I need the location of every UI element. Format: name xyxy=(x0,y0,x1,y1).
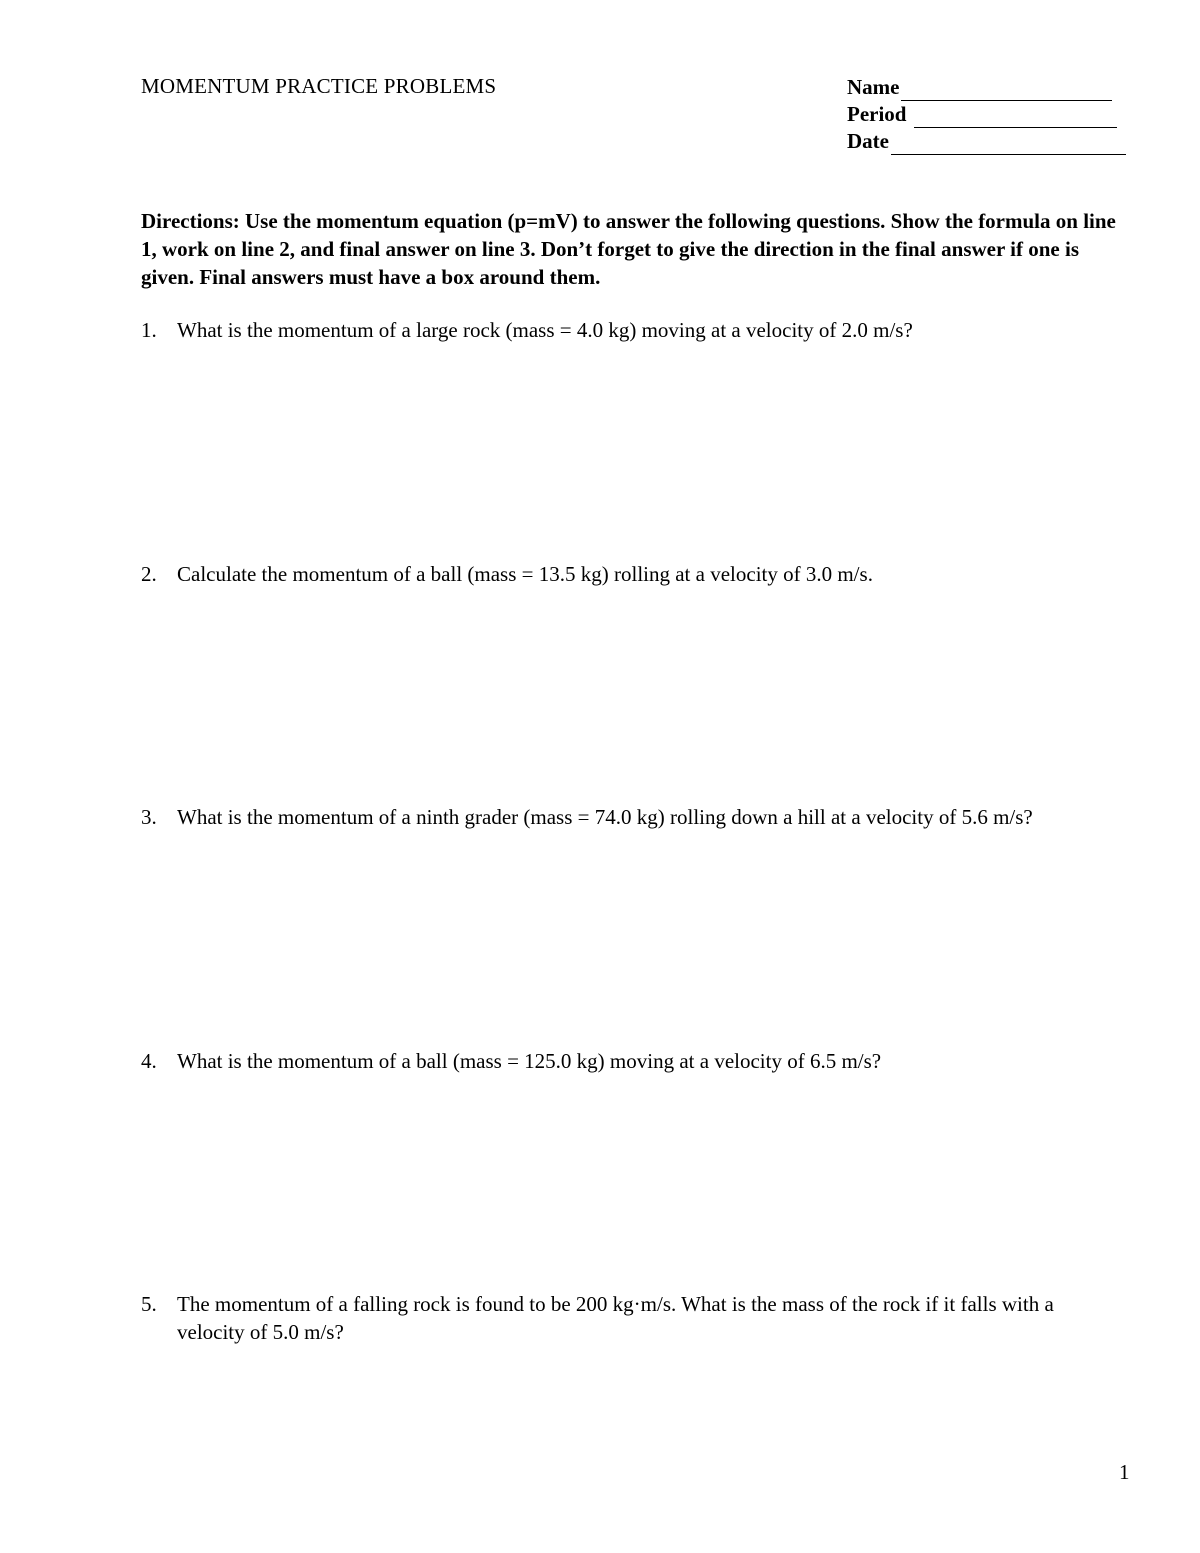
question-number: 5. xyxy=(141,1292,157,1316)
question-text: What is the momentum of a large rock (mass = 4.0 kg) moving at a velocity of 2.0 m/s? xyxy=(177,318,913,342)
directions-paragraph: Directions: Use the momentum equation (p=mV) to answer the following questions. Show the formula on line 1, work on line 2, and final answer on line 3. Don’t forget to give the direction in the final answer if one is given. Final answers must have a box around them. xyxy=(141,209,1116,289)
question-item xyxy=(141,560,1121,588)
period-label: Period xyxy=(847,102,912,126)
page-title: MOMENTUM PRACTICE PROBLEMS xyxy=(141,74,497,98)
name-blank-line xyxy=(901,80,1112,101)
name-label: Name xyxy=(847,75,900,99)
period-blank-line xyxy=(914,107,1117,128)
question-text: What is the momentum of a ball (mass = 125.0 kg) moving at a velocity of 6.5 m/s? xyxy=(177,1049,882,1073)
date-label: Date xyxy=(847,129,889,153)
question-text: What is the momentum of a ninth grader (mass = 74.0 kg) rolling down a hill at a velocity of 5.6 m/s? xyxy=(177,805,1033,829)
period-field xyxy=(847,101,1126,128)
question-number: 2. xyxy=(141,562,157,586)
question-item xyxy=(141,1047,1121,1075)
question-number: 1. xyxy=(141,318,157,342)
question-text: The momentum of a falling rock is found to be 200 kg·m/s. What is the mass of the rock if it falls with a velocity of 5.0 m/s? xyxy=(177,1292,1054,1344)
date-blank-line xyxy=(891,134,1126,155)
date-field xyxy=(847,128,1126,155)
question-number: 3. xyxy=(141,805,157,829)
question-number: 4. xyxy=(141,1049,157,1073)
question-item xyxy=(141,803,1121,831)
page-number: 1 xyxy=(1119,1460,1130,1484)
name-field xyxy=(847,74,1126,101)
student-info-fields xyxy=(847,74,1126,155)
question-text: Calculate the momentum of a ball (mass = 13.5 kg) rolling at a velocity of 3.0 m/s. xyxy=(177,562,873,586)
question-item xyxy=(141,316,1121,344)
question-item xyxy=(141,1290,1121,1346)
